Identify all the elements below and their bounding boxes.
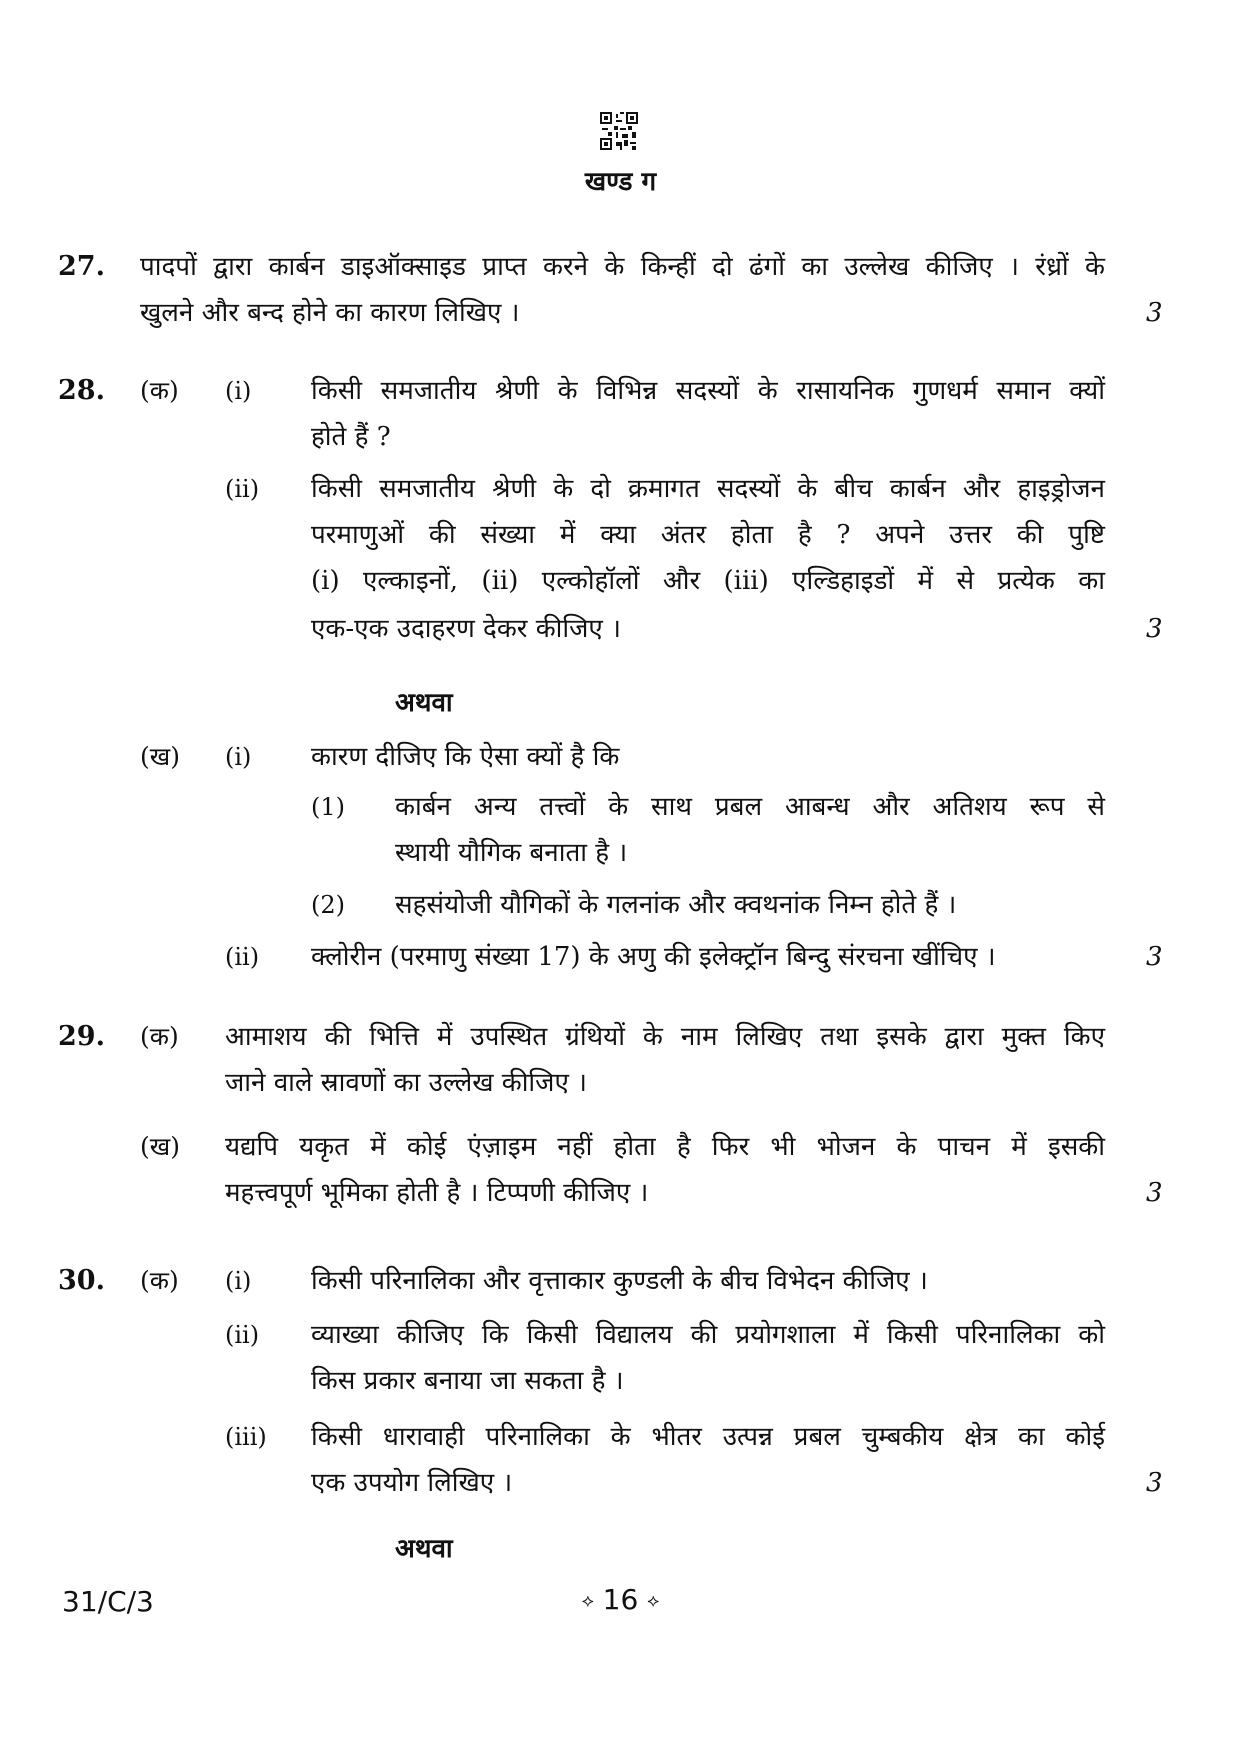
- q30-iii-label: (iii): [225, 1423, 267, 1451]
- page-number-block: [0, 1583, 1241, 1616]
- q28-b-i-1-label: (1): [311, 793, 345, 821]
- qr-code-icon: [600, 112, 638, 150]
- q28-a-ii-label: (ii): [225, 475, 260, 503]
- q27-text-line1: पादपों द्वारा कार्बन डाइऑक्साइड प्राप्त करने के किन्हीं दो ढंगों का उल्लेख कीजिए । रंध्रों के: [140, 252, 1105, 282]
- q30-i-text: किसी परिनालिका और वृत्ताकार कुण्डली के बीच विभेदन कीजिए ।: [311, 1266, 928, 1296]
- ornament-right-icon: ⟡: [647, 1590, 660, 1612]
- q28-a-i-label: (i): [225, 377, 252, 405]
- q29-a-line1: आमाशय की भित्ति में उपस्थित ग्रंथियों के नाम लिखिए तथा इसके द्वारा मुक्त किए: [225, 1022, 1105, 1052]
- question-number-30: 30.: [58, 1265, 105, 1296]
- ornament-left-icon: ⟡: [581, 1590, 594, 1612]
- q28-a-ii-line3: (i) एल्काइनों, (ii) एल्कोहॉलों और (iii) एल्डिहाइडों में से प्रत्येक का: [311, 566, 1105, 596]
- q28-a-i-line1: किसी समजातीय श्रेणी के विभिन्न सदस्यों के रासायनिक गुणधर्म समान क्यों: [311, 376, 1105, 406]
- q30-ii-line1: व्याख्या कीजिए कि किसी विद्यालय की प्रयोगशाला में किसी परिनालिका को: [311, 1320, 1105, 1350]
- q29-b-line2: महत्त्वपूर्ण भूमिका होती है । टिप्पणी कीजिए ।: [225, 1178, 649, 1208]
- q28-a-ii-line1: किसी समजातीय श्रेणी के दो क्रमागत सदस्यों के बीच कार्बन और हाइड्रोजन: [311, 474, 1105, 504]
- q28-a-ii-line2: परमाणुओं की संख्या में क्या अंतर होता है ? अपने उत्तर की पुष्टि: [311, 520, 1105, 550]
- q27-marks: 3: [1146, 298, 1163, 328]
- q29-a-line2: जाने वाले स्रावणों का उल्लेख कीजिए ।: [225, 1068, 587, 1098]
- q28-a-i-line2: होते हैं ?: [311, 422, 391, 452]
- q28-a-ii-line4: एक-एक उदाहरण देकर कीजिए ।: [311, 614, 621, 644]
- page-number: 16: [602, 1583, 639, 1616]
- q28-b-i-2-label: (2): [311, 891, 345, 919]
- q28-b-marks: 3: [1146, 942, 1163, 972]
- question-number-27: 27.: [58, 251, 105, 282]
- q30-ii-line2: किस प्रकार बनाया जा सकता है ।: [311, 1366, 624, 1396]
- q30-iii-line2: एक उपयोग लिखिए ।: [311, 1468, 513, 1498]
- q29-b-line1: यद्यपि यकृत में कोई एंज़ाइम नहीं होता है फिर भी भोजन के पाचन में इसकी: [225, 1132, 1105, 1162]
- q28-b-label: (ख): [140, 742, 180, 771]
- section-title: खण्ड ग: [584, 167, 657, 197]
- q30-ii-label: (ii): [225, 1321, 260, 1349]
- q27-text-line2: खुलने और बन्द होने का कारण लिखिए ।: [140, 298, 520, 328]
- q30-i-label: (i): [225, 1267, 252, 1295]
- q30-a-label: (क): [140, 1266, 179, 1295]
- q28-b-ii-text: क्लोरीन (परमाणु संख्या 17) के अणु की इलेक्ट्रॉन बिन्दु संरचना खींचिए ।: [311, 942, 996, 972]
- q30-iii-line1: किसी धारावाही परिनालिका के भीतर उत्पन्न प्रबल चुम्बकीय क्षेत्र का कोई: [311, 1422, 1105, 1452]
- q30-marks: 3: [1146, 1468, 1163, 1498]
- q28-b-i-label: (i): [225, 743, 252, 771]
- q28-b-ii-label: (ii): [225, 943, 260, 971]
- paper-code: 31/C/3: [62, 1585, 154, 1618]
- question-number-28: 28.: [58, 375, 105, 406]
- q28-b-i-text: कारण दीजिए कि ऐसा क्यों है कि: [311, 742, 620, 772]
- q28-b-i-2-text: सहसंयोजी यौगिकों के गलनांक और क्वथनांक निम्न होते हैं ।: [395, 890, 957, 920]
- q28-a-label: (क): [140, 376, 179, 405]
- q28-b-i-1-line2: स्थायी यौगिक बनाता है ।: [395, 838, 628, 868]
- q28-a-marks: 3: [1146, 614, 1163, 644]
- q28-b-i-1-line1: कार्बन अन्य तत्त्वों के साथ प्रबल आबन्ध और अतिशय रूप से: [395, 792, 1105, 822]
- question-number-29: 29.: [58, 1021, 105, 1052]
- q28-or-label: अथवा: [395, 688, 453, 718]
- q29-a-label: (क): [140, 1022, 179, 1051]
- q29-marks: 3: [1146, 1178, 1163, 1208]
- q30-or-label: अथवा: [395, 1534, 453, 1564]
- q29-b-label: (ख): [140, 1132, 180, 1161]
